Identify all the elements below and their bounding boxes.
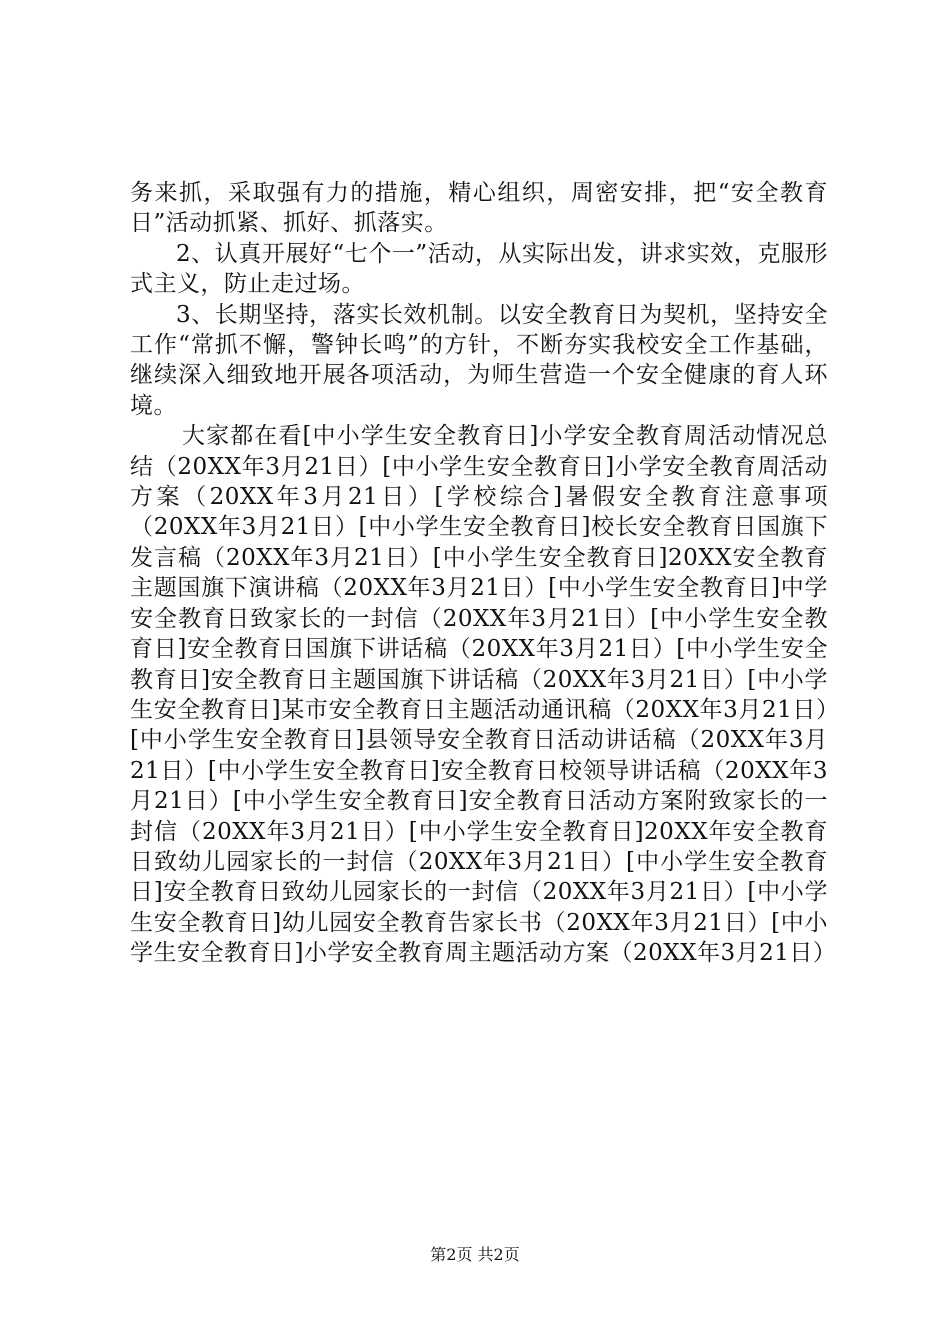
paragraph-item-2: 2、认真开展好“七个一”活动，从实际出发，讲求实效，克服形式主义，防止走过场。 [130, 240, 828, 298]
paragraph-item-3: 3、长期坚持，落实长效机制。以安全教育日为契机，坚持安全工作“常抓不懈，警钟长鸣”的方针，不断夯实我校安全工作基础，继续深入细致地开展各项活动，为师生营造一个安全健康的育人环境。 [130, 301, 828, 419]
paragraph-related-articles: 大家都在看[中小学生安全教育日]小学安全教育周活动情况总结（20XX年3月21日）[中小学生安全教育日]小学安全教育周活动方案（20XX年3月21日）[学校综合]暑假安全教育注意事项（20XX年3月21日）[中小学生安全教育日]校长安全教育日国旗下发言稿（20XX年3月21日）[中小学生安全教育日]20XX安全教育主题国旗下演讲稿（20XX年3月21日）[中小学生安全教育日]中学安全教育日致家长的一封信（20XX年3月21日）[中小学生安全教育日]安全教育日国旗下讲话稿（20XX年3月21日）[中小学生安全教育日]安全教育日主题国旗下讲话稿（20XX年3月21日）[中小学生安全教育日]某市安全教育日主题活动通讯稿（20XX年3月21日）[中小学生安全教育日]县领导安全教育日活动讲话稿（20XX年3月21日）[中小学生安全教育日]安全教育日校领导讲话稿（20XX年3月21日）[中小学生安全教育日]安全教育日活动方案附致家长的一封信（20XX年3月21日）[中小学生安全教育日]20XX年安全教育日致幼儿园家长的一封信（20XX年3月21日）[中小学生安全教育日]安全教育日致幼儿园家长的一封信（20XX年3月21日）[中小学生安全教育日]幼儿园安全教育告家长书（20XX年3月21日）[中小学生安全教育日]小学安全教育周主题活动方案（20XX年3月21日） [130, 423, 837, 967]
page-footer: 第2页 共2页 [430, 1245, 520, 1264]
paragraph-continuation: 务来抓，采取强有力的措施，精心组织，周密安排，把“安全教育日”活动抓紧、抓好、抓落实。 [130, 180, 828, 237]
document-body [130, 178, 837, 969]
